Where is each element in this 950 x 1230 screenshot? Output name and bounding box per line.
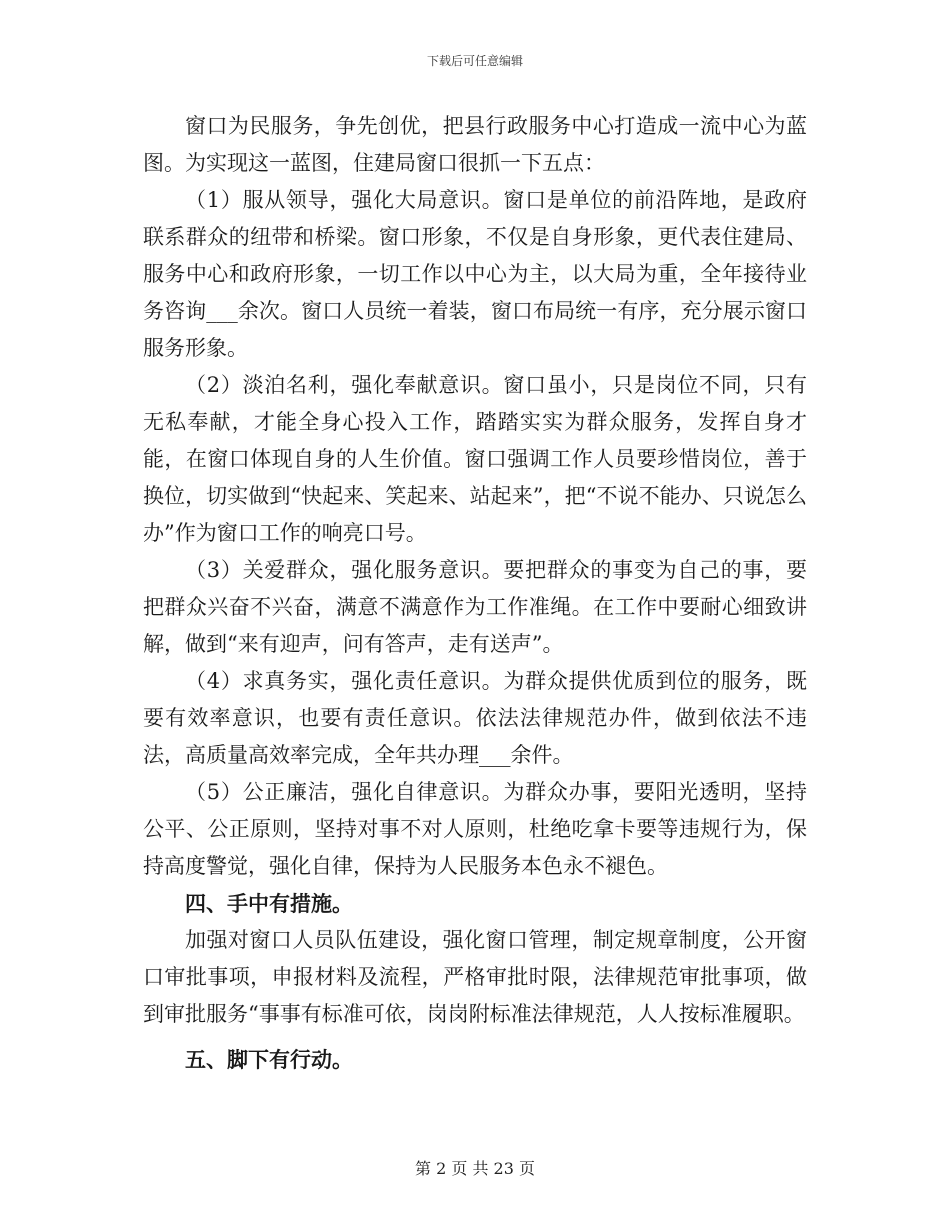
paragraph-point-1: （1）服从领导，强化大局意识。窗口是单位的前沿阵地，是政府联系群众的纽带和桥梁。窗口形象，不仅是自身形象，更代表住建局、服务中心和政府形象，一切工作以中心为主，以大局为重，全年接待业务咨询___余次。窗口人员统一着装，窗口布局统一有序，充分展示窗口服务形象。 [143,188,807,360]
section-heading-four: 四、手中有措施。 [185,891,353,916]
paragraph-point-5: （5）公正廉洁，强化自律意识。为群众办事，要阳光透明，坚持公平、公正原则，坚持对事不对人原则，杜绝吃拿卡要等违规行为，保持高度警觉，强化自律，保持为人民服务本色永不褪色。 [143,780,807,878]
section-heading-five: 五、脚下有行动。 [185,1047,353,1072]
document-body [143,108,807,1078]
paragraph-point-2: （2）淡泊名利，强化奉献意识。窗口虽小，只是岗位不同，只有无私奉献，才能全身心投入工作，踏踏实实为群众服务，发挥自身才能，在窗口体现自身的人生价值。窗口强调工作人员要珍惜岗位，善于换位，切实做到“快起来、笑起来、站起来”，把“不说不能办、只说怎么办”作为窗口工作的响亮口号。 [143,373,807,545]
paragraph-point-4: （4）求真务实，强化责任意识。为群众提供优质到位的服务，既要有效率意识，也要有责任意识。依法法律规范办件，做到依法不违法，高质量高效率完成，全年共办理___余件。 [143,669,807,767]
paragraph-intro: 窗口为民服务，争先创优，把县行政服务中心打造成一流中心为蓝图。为实现这一蓝图，住建局窗口很抓一下五点： [143,114,807,175]
page-footer: 第 2 页 共 23 页 [415,1159,535,1178]
paragraph-measures: 加强对窗口人员队伍建设，强化窗口管理，制定规章制度，公开窗口审批事项，申报材料及流程，严格审批时限，法律规范审批事项，做到审批服务“事事有标准可依，岗岗附标准法律规范，人人按标准履职。 [143,928,807,1026]
page-header: 下载后可任意编辑 [426,54,523,68]
paragraph-point-3: （3）关爱群众，强化服务意识。要把群众的事变为自己的事，要把群众兴奋不兴奋，满意不满意作为工作准绳。在工作中要耐心细致讲解，做到“来有迎声，问有答声，走有送声”。 [143,558,807,656]
